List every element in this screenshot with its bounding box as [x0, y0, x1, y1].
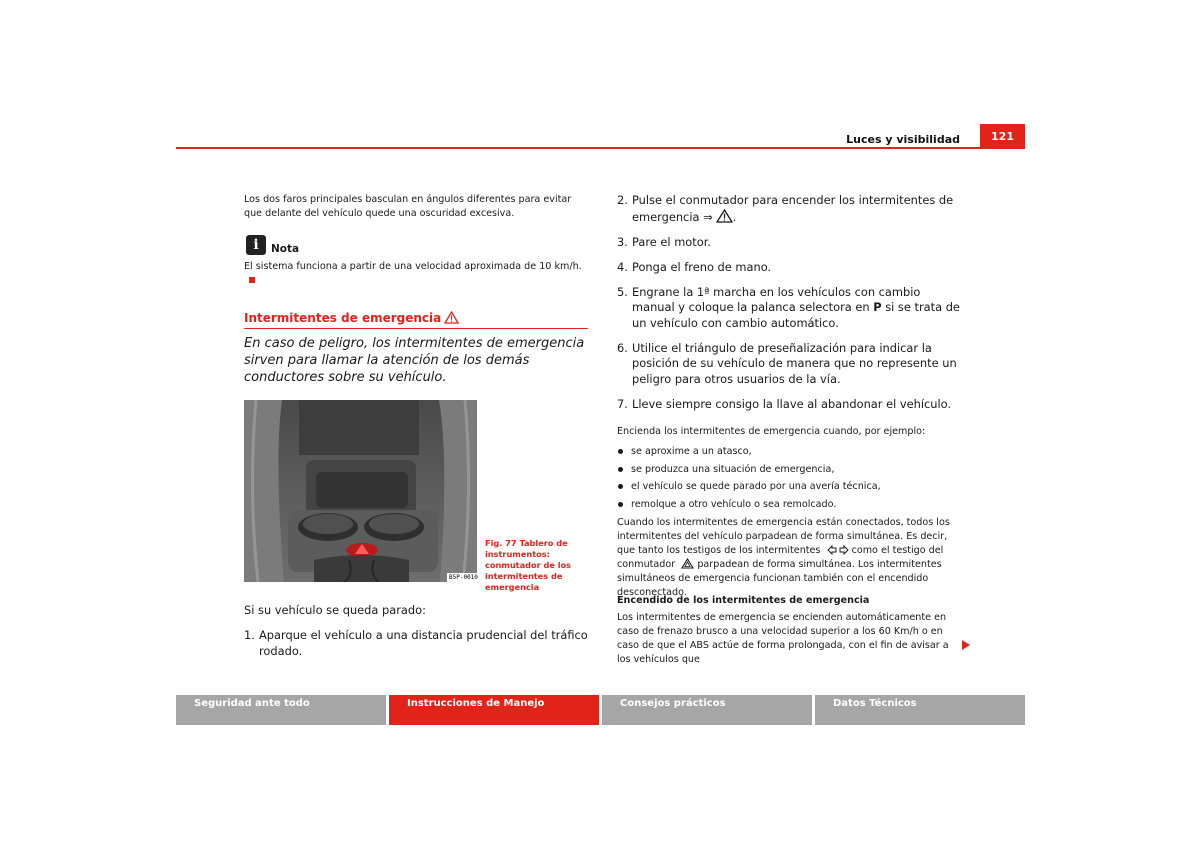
bullet-list	[617, 445, 962, 515]
footer-tab-datos[interactable]: Datos Técnicos	[815, 695, 1025, 725]
list-item	[617, 285, 962, 332]
list-item: se produzca una situación de emergencia,	[617, 463, 962, 477]
info-note-icon: i	[246, 235, 266, 255]
step-text: Ponga el freno de mano.	[632, 259, 772, 274]
list-item	[617, 397, 962, 413]
step-text: si se trata de un vehículo con cambio automático.	[632, 300, 960, 330]
steps-list-left	[244, 628, 589, 669]
step-text: Aparque el vehículo a una distancia prudencial del tráfico rodado.	[259, 628, 588, 658]
center-console-illustration	[244, 400, 477, 582]
list-item	[617, 235, 962, 251]
gear-p-label: P	[873, 300, 882, 314]
figure-caption: Fig. 77 Tablero de instrumentos: conmutador de los intermitentes de emergencia	[485, 538, 572, 592]
figure-code: B5P-0010	[449, 574, 478, 581]
warning-triangle-icon	[444, 311, 459, 324]
step-number: 1.	[244, 628, 255, 642]
footer-tab-consejos[interactable]: Consejos prácticos	[602, 695, 812, 725]
step-text: Pare el motor.	[632, 234, 711, 249]
intro-paragraph: Los dos faros principales basculan en ángulos diferentes para evitar que delante del vehículo quede una oscuridad excesiva.	[244, 194, 572, 219]
footer-tab-seguridad[interactable]: Seguridad ante todo	[176, 695, 386, 725]
step-number: 3.	[617, 234, 628, 249]
paragraph-text: como el testigo del conmutador	[617, 545, 944, 570]
continue-arrow-icon	[962, 640, 970, 650]
figure-77-photo	[244, 400, 477, 582]
automatic-activation-paragraph: Los intermitentes de emergencia se encienden automáticamente en caso de frenazo brusco a una velocidad superior a los 60 Km/h o en caso de que el ABS actúe de forma prolongada, con el fin de avisar a los vehículos que	[617, 612, 949, 665]
section-lead: En caso de peligro, los intermitentes de emergencia sirven para llamar la atención de los demás conductores sobre su vehículo.	[244, 336, 585, 385]
header-rule	[176, 147, 1025, 149]
section-heading-text: Intermitentes de emergencia	[244, 311, 442, 325]
running-header-title: Luces y visibilidad	[846, 133, 960, 146]
step-number: 7.	[617, 396, 628, 411]
section-heading	[244, 311, 588, 329]
simultaneous-flash-paragraph	[617, 516, 962, 600]
step-text: Pulse el conmutador para encender los intermitentes de emergencia ⇒	[632, 193, 954, 224]
footer-nav	[176, 695, 1025, 725]
paragraph-text: parpadean de forma simultánea. Los intermitentes simultáneos de emergencia funcionan también con el encendido desconectado.	[617, 559, 942, 598]
warning-triangle-icon	[716, 209, 733, 223]
list-item: 2. Pulse el conmutador para encender los intermitentes de emergencia ⇒ .	[617, 193, 954, 224]
note-title: Nota	[271, 243, 300, 255]
note-text-body: El sistema funciona a partir de una velocidad aproximada de 10 km/h.	[244, 261, 582, 272]
list-item	[244, 628, 589, 659]
step-number: 6.	[617, 340, 628, 355]
turn-signal-arrows-icon	[827, 545, 849, 555]
note-text	[244, 260, 589, 288]
footer-tab-instrucciones[interactable]: Instrucciones de Manejo	[389, 695, 599, 725]
if-stopped-paragraph: Si su vehículo se queda parado:	[244, 603, 426, 617]
step-text: Engrane la 1ª marcha en los vehículos con cambio manual y coloque la palanca selectora en	[632, 284, 921, 314]
end-of-section-mark	[249, 277, 255, 283]
list-item: remolque a otro vehículo o sea remolcado.	[617, 498, 962, 512]
step-number: 4.	[617, 259, 628, 274]
list-item: se aproxime a un atasco,	[617, 445, 962, 459]
steps-list-right	[617, 193, 962, 422]
step-text: Utilice el triángulo de preseñalización para indicar la posición de su vehículo de manera que no represente un peligro para otros usuarios de la vía.	[632, 340, 957, 386]
step-text: Lleve siempre consigo la llave al abandonar el vehículo.	[632, 396, 952, 411]
list-item: el vehículo se quede parado por una avería técnica,	[617, 480, 962, 494]
page-number: 121	[980, 124, 1025, 148]
subheading: Encendido de los intermitentes de emergencia	[617, 595, 870, 606]
step-number: 5.	[617, 284, 628, 299]
paragraph-text: Cuando los intermitentes de emergencia están conectados, todos los intermitentes del vehículo parpadean de forma simultánea. Es decir, que tanto los testigos de los intermitentes	[617, 517, 950, 556]
warning-triangle-icon	[681, 558, 694, 569]
activate-when-paragraph: Encienda los intermitentes de emergencia cuando, por ejemplo:	[617, 426, 926, 437]
list-item	[617, 341, 962, 388]
list-item	[617, 260, 962, 276]
hazard-switch-icon	[346, 543, 378, 557]
step-number: 2.	[617, 193, 628, 207]
